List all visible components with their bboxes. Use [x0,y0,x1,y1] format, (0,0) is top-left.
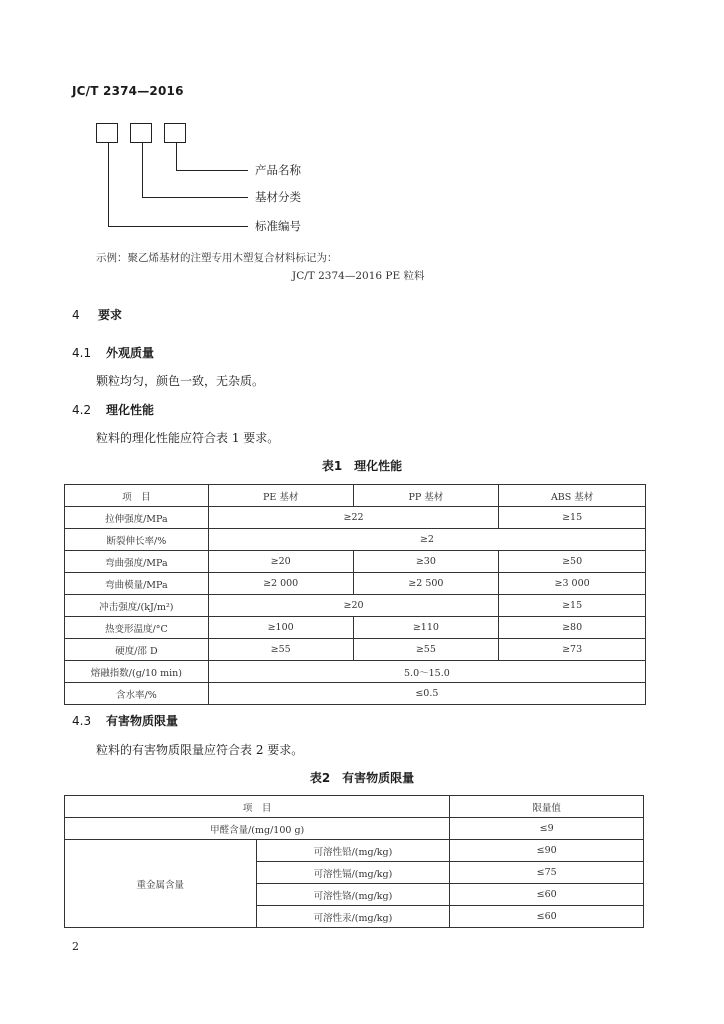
label-substrate-class: 基材分类 [255,190,301,204]
section-number: 4 [72,308,80,322]
table-value-cell: ≥110 [353,617,499,639]
label-product-name: 产品名称 [255,163,301,177]
table-value-cell: ≥30 [353,551,499,573]
table-value-cell: ≤60 [450,906,644,928]
table-item-cell: 冲击强度/(kJ/m²) [65,595,209,617]
table-header-cell: PE 基材 [208,485,353,507]
table-value-cell: ≥22 [208,507,498,529]
table-value-cell: ≤60 [450,884,644,906]
table-item-cell: 可溶性镉/(mg/kg) [256,862,450,884]
example-label: 示例：聚乙烯基材的注塑专用木塑复合材料标记为： [96,252,338,264]
table-value-cell: ≥15 [499,595,646,617]
connector-line [142,143,143,198]
table2-caption: 表2 有害物质限量 [309,771,415,785]
section-title: 要求 [98,308,123,322]
table-2-harmful-substances [64,795,644,928]
table-value-cell: ≥2 000 [208,573,353,595]
section-title: 理化性能 [106,403,155,417]
section-4-3-text: 粒料的有害物质限量应符合表 2 要求。 [96,743,304,757]
code-box-2 [130,123,152,143]
table-value-cell: ≥15 [499,507,646,529]
connector-line [176,143,177,171]
table-value-cell: ≤9 [450,818,644,840]
section-number: 4.2 [72,403,92,417]
table-value-cell: ≥50 [499,551,646,573]
table-row [65,529,646,551]
section-heading-4-2 [72,401,154,418]
table-value-cell: ≥20 [208,595,498,617]
table1-caption: 表1 理化性能 [321,459,403,473]
table-value-cell: ≤75 [450,862,644,884]
connector-line [108,143,109,227]
section-4-1-text: 颗粒均匀，颜色一致，无杂质。 [96,374,265,388]
table-item-cell: 断裂伸长率/% [65,529,209,551]
table-item-cell: 弯曲模量/MPa [65,573,209,595]
section-number: 4.1 [72,346,92,360]
table-row [65,840,644,862]
section-heading-4-3 [72,712,178,729]
table-row [65,639,646,661]
table-header-row [65,485,646,507]
table-header-cell: 限量值 [450,796,644,818]
table-item-cell: 硬度/邵 D [65,639,209,661]
table-value-cell: ≥20 [208,551,353,573]
connector-line [176,170,248,171]
table-item-cell: 热变形温度/°C [65,617,209,639]
section-heading-4 [72,306,122,323]
table-row [65,595,646,617]
table-header-row [65,796,644,818]
table-row [65,573,646,595]
section-title: 有害物质限量 [106,714,179,728]
connector-line [108,226,248,227]
table-header-cell: 项 目 [65,796,450,818]
example-value: JC/T 2374—2016 PE 粒料 [292,270,425,282]
table-1-physical-properties [64,484,646,705]
table-row [65,661,646,683]
table-row [65,683,646,705]
table-value-cell: ≥100 [208,617,353,639]
table-item-cell: 拉伸强度/MPa [65,507,209,529]
table-header-cell: PP 基材 [353,485,499,507]
code-box-3 [164,123,186,143]
standard-number-header: JC/T 2374—2016 [72,84,184,98]
table-item-cell: 可溶性铅/(mg/kg) [256,840,450,862]
table-row [65,818,644,840]
table-header-cell: 项 目 [65,485,209,507]
table-value-cell: ≤90 [450,840,644,862]
table-item-cell: 熔融指数/(g/10 min) [65,661,209,683]
table-value-cell: ≥2 [208,529,645,551]
table-group-cell: 重金属含量 [65,840,257,928]
section-title: 外观质量 [106,346,155,360]
table-value-cell: ≥73 [499,639,646,661]
table-header-cell: ABS 基材 [499,485,646,507]
label-standard-number: 标准编号 [255,219,301,233]
connector-line [142,197,248,198]
table-value-cell: ≥55 [353,639,499,661]
table-value-cell: ≥2 500 [353,573,499,595]
table-item-cell: 含水率/% [65,683,209,705]
table-value-cell: 5.0～15.0 [208,661,645,683]
table-item-cell: 可溶性汞/(mg/kg) [256,906,450,928]
table-row [65,617,646,639]
table-value-cell: ≥80 [499,617,646,639]
table-value-cell: ≥3 000 [499,573,646,595]
table-value-cell: ≤0.5 [208,683,645,705]
table-item-cell: 可溶性铬/(mg/kg) [256,884,450,906]
table-row [65,551,646,573]
section-4-2-text: 粒料的理化性能应符合表 1 要求。 [96,431,280,445]
section-number: 4.3 [72,714,92,728]
code-box-1 [96,123,118,143]
table-item-cell: 弯曲强度/MPa [65,551,209,573]
table-item-cell: 甲醛含量/(mg/100 g) [65,818,450,840]
table-value-cell: ≥55 [208,639,353,661]
table-row [65,507,646,529]
page-number: 2 [72,940,79,953]
section-heading-4-1 [72,344,154,361]
